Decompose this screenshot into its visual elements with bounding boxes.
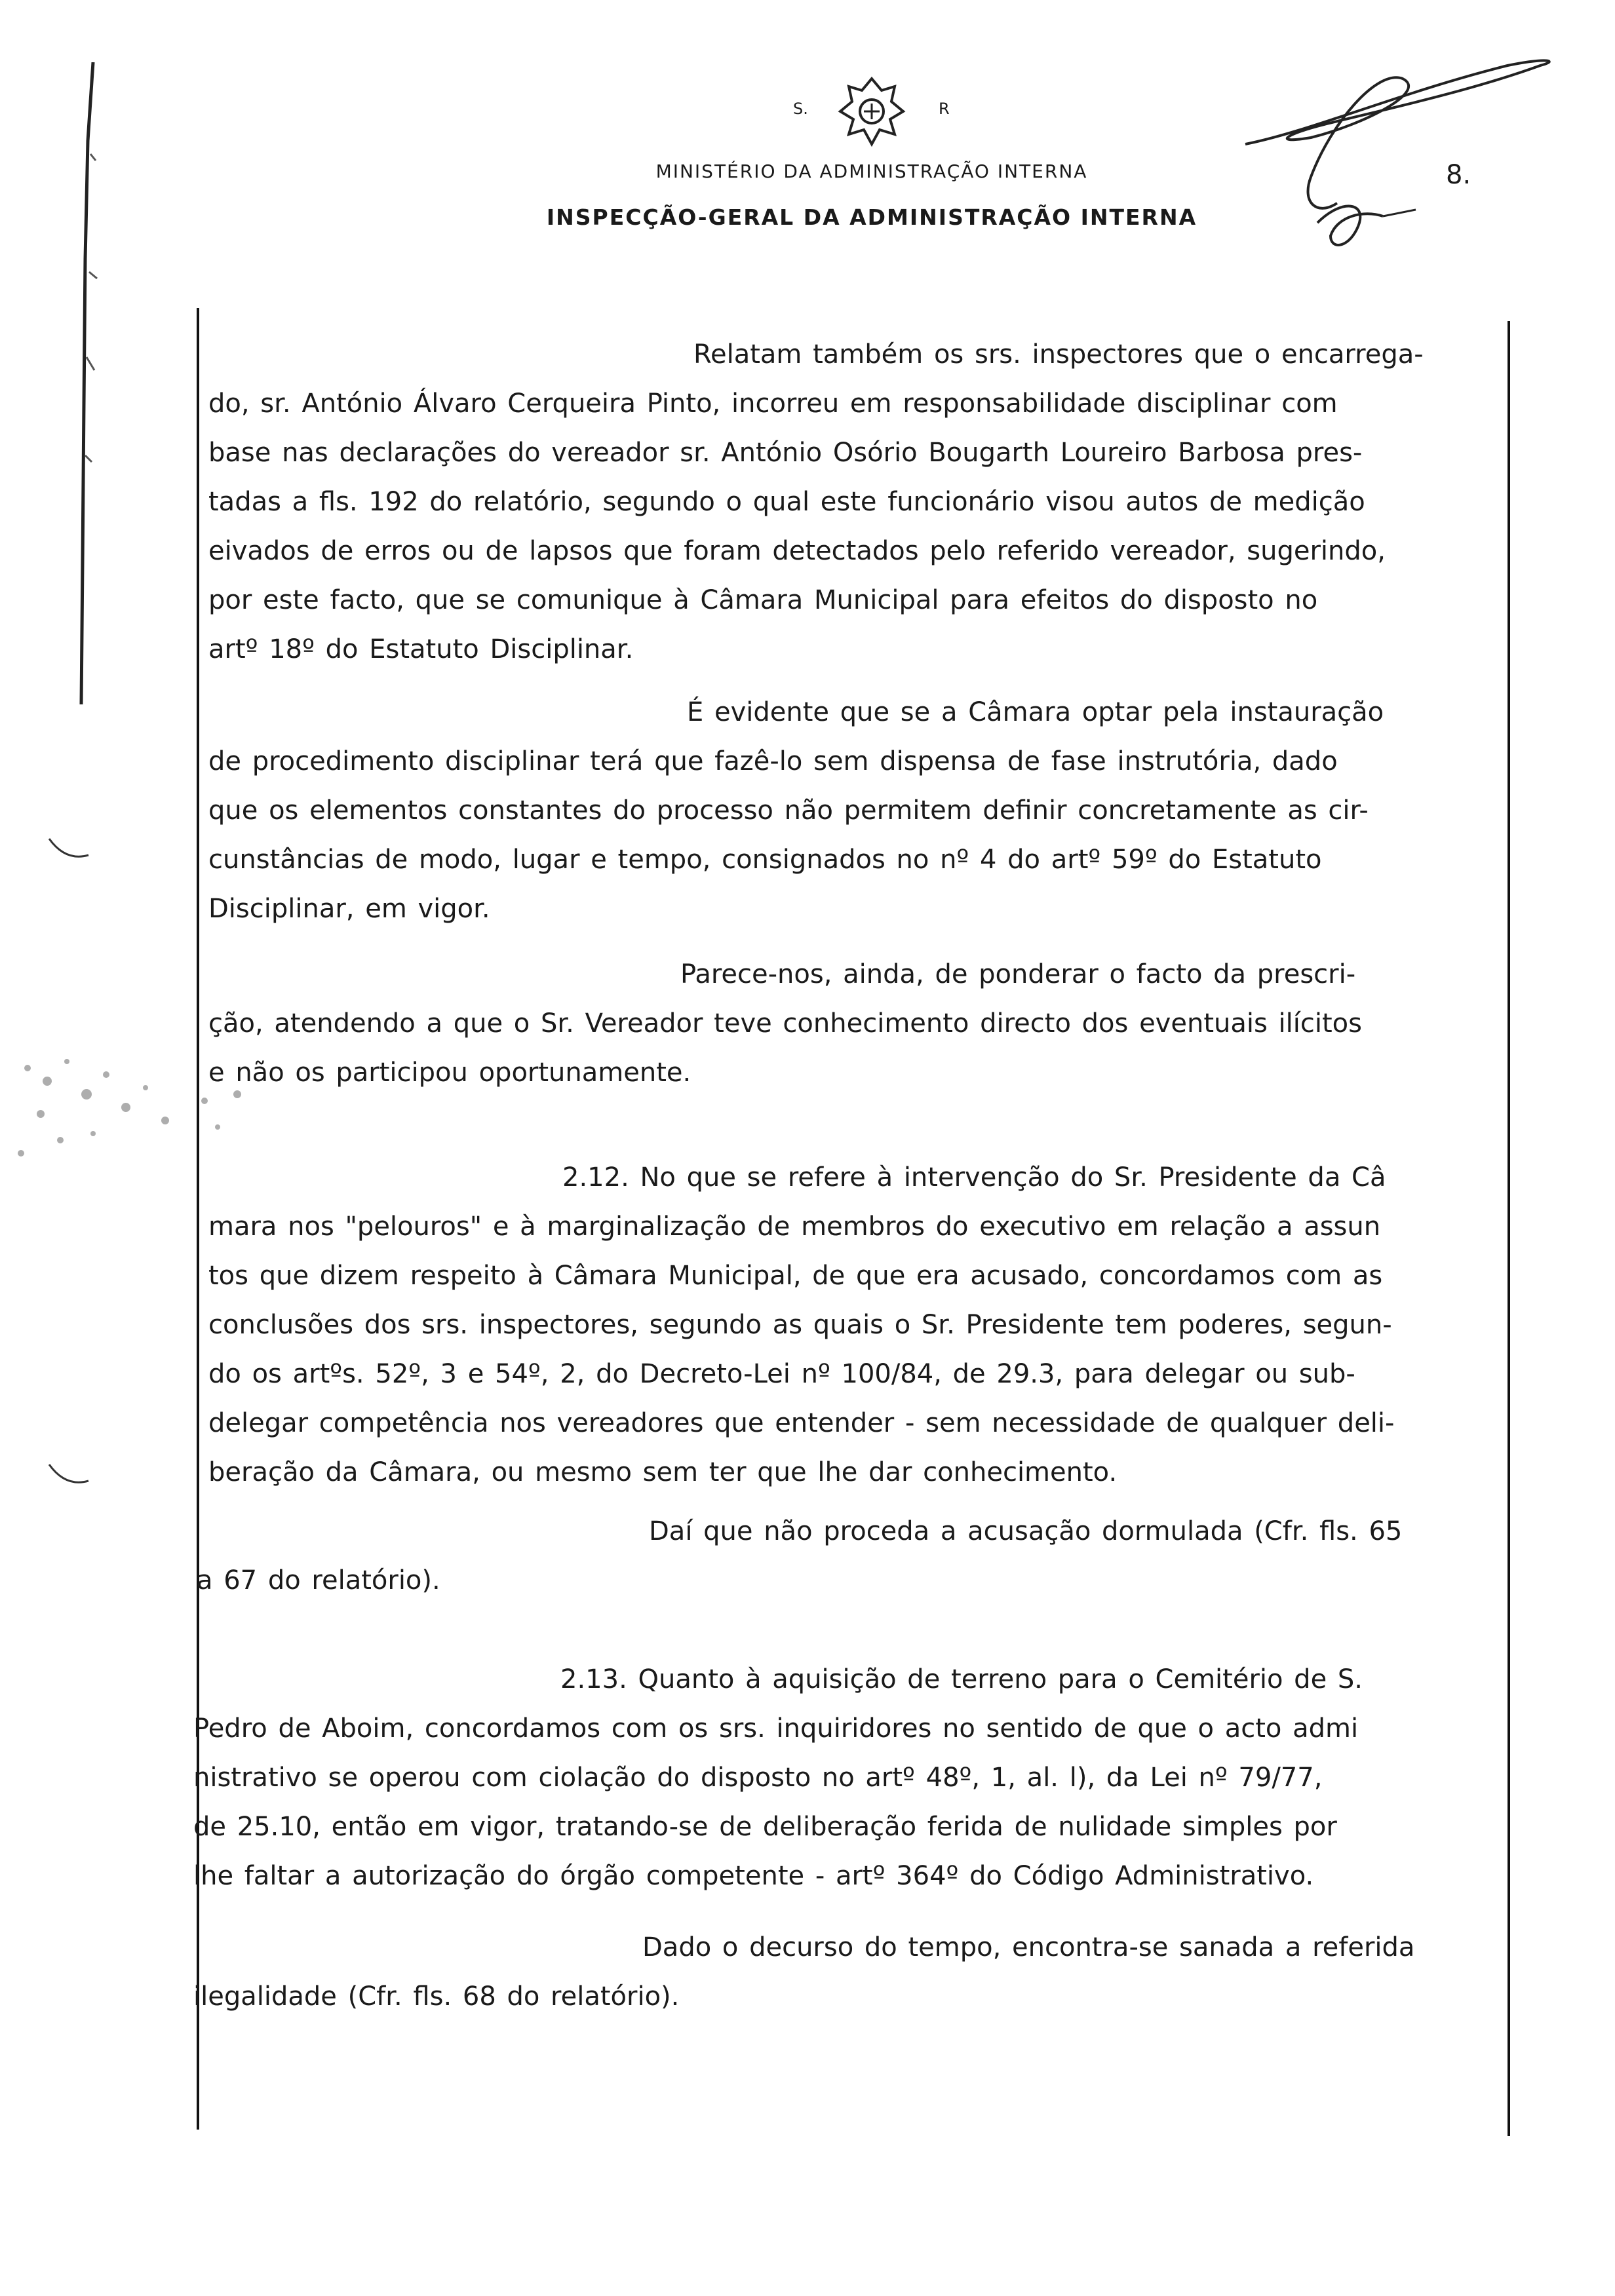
- scan-mark: [46, 1458, 92, 1491]
- paragraph-1: [208, 330, 1506, 674]
- paragraph-4: [208, 1153, 1506, 1497]
- text-line: cunstâncias de modo, lugar e tempo, consignados no nº 4 do artº 59º do Estatuto: [208, 845, 1322, 875]
- text-line: tos que dizem respeito à Câmara Municipal, de que era acusado, concordamos com as: [208, 1261, 1383, 1291]
- scan-mark: [46, 832, 92, 865]
- text-line: lhe faltar a autorização do órgão competente - artº 364º do Código Administrativo.: [193, 1861, 1314, 1891]
- text-line: Parece-nos, ainda, de ponderar o facto da prescri-: [680, 959, 1356, 989]
- text-line: ilegalidade (Cfr. fls. 68 do relatório).: [193, 1981, 680, 2012]
- paragraph-3: [208, 950, 1506, 1098]
- handwritten-signature: [1232, 52, 1573, 275]
- text-line: a 67 do relatório).: [197, 1565, 440, 1596]
- text-line: Disciplinar, em vigor.: [208, 894, 490, 924]
- text-line: de procedimento disciplinar terá que fazê-lo sem dispensa de fase instrutória, dado: [208, 746, 1338, 776]
- coat-of-arms-icon: [832, 72, 911, 151]
- text-line: que os elementos constantes do processo não permitem definir concretamente as cir-: [208, 795, 1369, 826]
- text-line: e não os participou oportunamente.: [208, 1058, 691, 1088]
- paragraph-6: [193, 1655, 1504, 1901]
- right-margin-line: [1508, 321, 1510, 2136]
- text-line: de 25.10, então em vigor, tratando-se de deliberação ferida de nulidade simples por: [193, 1812, 1337, 1842]
- paragraph-7: [193, 1923, 1504, 2021]
- text-line: Daí que não proceda a acusação dormulada (Cfr. fls. 65: [649, 1516, 1403, 1546]
- text-line: conclusões dos srs. inspectores, segundo as quais o Sr. Presidente tem poderes, segun-: [208, 1310, 1392, 1340]
- page-number: 8.: [1446, 160, 1471, 190]
- text-line: Pedro de Aboim, concordamos com os srs. inquiridores no sentido de que o acto admi: [193, 1713, 1359, 1744]
- text-line: Dado o decurso do tempo, encontra-se sanada a referida: [642, 1932, 1415, 1962]
- text-line: do os artºs. 52º, 3 e 54º, 2, do Decreto-Lei nº 100/84, de 29.3, para delegar ou sub-: [208, 1359, 1355, 1389]
- crest-right-letter: R: [939, 100, 950, 118]
- text-line: base nas declarações do vereador sr. António Osório Bougarth Loureiro Barbosa pres-: [208, 438, 1363, 468]
- paragraph-2: [208, 688, 1506, 934]
- text-line: mara nos "pelouros" e à marginalização de membros do executivo em relação a assun: [208, 1212, 1381, 1242]
- text-line: do, sr. António Álvaro Cerqueira Pinto, incorreu em responsabilidade disciplinar com: [208, 389, 1338, 419]
- text-line: 2.13. Quanto à aquisição de terreno para o Cemitério de S.: [560, 1664, 1363, 1694]
- text-line: delegar competência nos vereadores que entender - sem necessidade de qualquer deli-: [208, 1408, 1395, 1438]
- text-line: eivados de erros ou de lapsos que foram detectados pelo referido vereador, sugerindo,: [208, 536, 1386, 566]
- inspectorate-title: INSPECÇÃO-GERAL DA ADMINISTRAÇÃO INTERNA: [546, 204, 1197, 230]
- scan-edge-mark: [79, 62, 98, 704]
- text-line: É evidente que se a Câmara optar pela instauração: [687, 697, 1384, 727]
- text-line: Relatam também os srs. inspectores que o encarrega-: [693, 339, 1424, 370]
- text-line: por este facto, que se comunique à Câmara Municipal para efeitos do disposto no: [208, 585, 1318, 615]
- text-line: artº 18º do Estatuto Disciplinar.: [208, 634, 634, 664]
- text-line: 2.12. No que se refere à intervenção do Sr. Presidente da Câ: [562, 1162, 1386, 1193]
- paragraph-5: [197, 1507, 1501, 1605]
- text-line: ção, atendendo a que o Sr. Vereador teve conhecimento directo dos eventuais ilícitos: [208, 1008, 1362, 1039]
- crest-left-letter: S.: [793, 100, 808, 118]
- text-line: tadas a fls. 192 do relatório, segundo o qual este funcionário visou autos de medição: [208, 487, 1365, 517]
- ministry-title: MINISTÉRIO DA ADMINISTRAÇÃO INTERNA: [655, 161, 1088, 182]
- text-line: nistrativo se operou com ciolação do disposto no artº 48º, 1, al. l), da Lei nº 79/77,: [193, 1763, 1323, 1793]
- text-line: beração da Câmara, ou mesmo sem ter que lhe dar conhecimento.: [208, 1457, 1118, 1487]
